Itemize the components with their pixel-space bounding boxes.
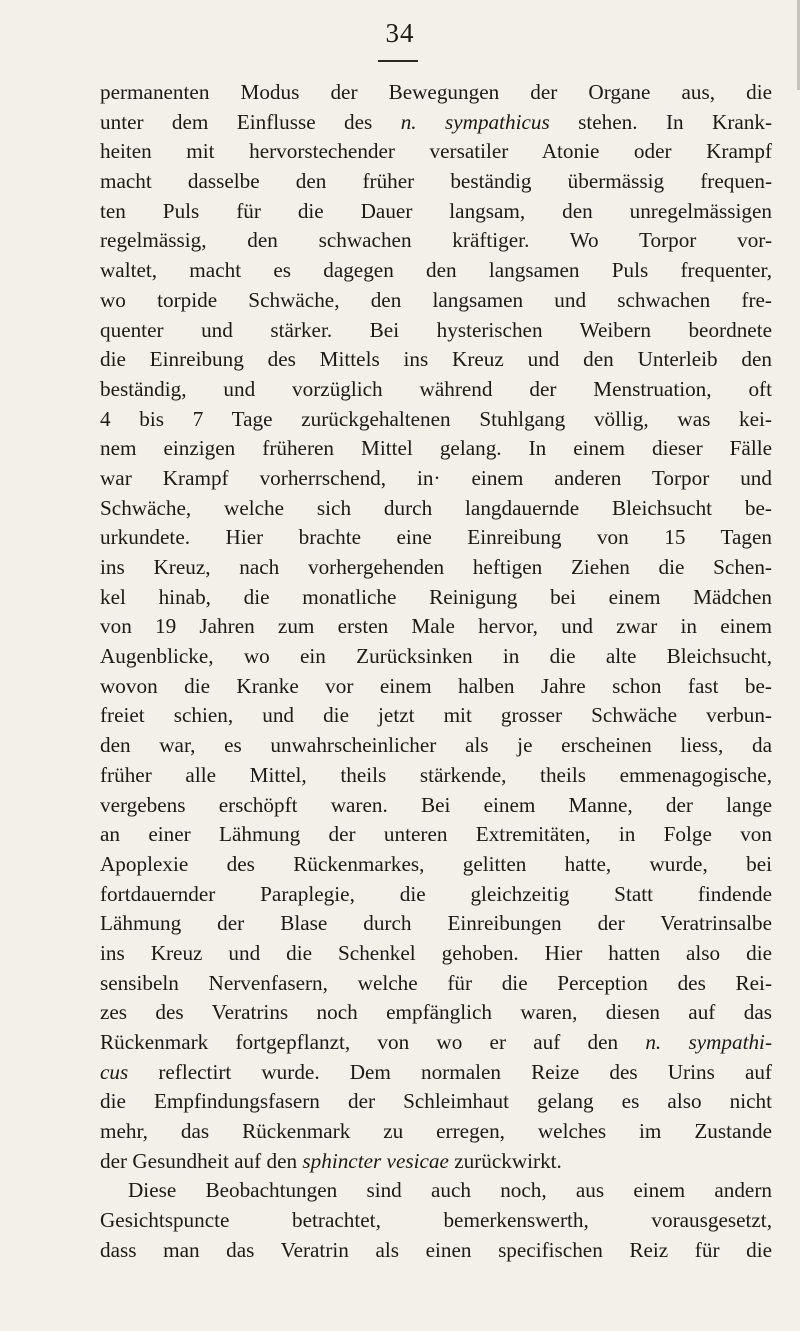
text-line xyxy=(100,167,772,197)
text-line xyxy=(100,939,772,969)
text-line xyxy=(100,701,772,731)
text-segment: Apoplexie des Rückenmarkes, gelitten hatte, wurde, bei xyxy=(100,851,772,876)
text-segment: 4 bis 7 Tage zurückgehaltenen Stuhlgang völlig, was kei- xyxy=(100,406,772,431)
text-line xyxy=(100,1176,772,1206)
text-segment: vergebens erschöpft waren. Bei einem Manne, der lange xyxy=(100,792,772,817)
text-line xyxy=(100,969,772,999)
text-line xyxy=(100,1206,772,1236)
text-line xyxy=(100,316,772,346)
italic-term: n. sympathi- xyxy=(645,1030,772,1054)
text-segment: der Gesundheit auf den xyxy=(100,1148,303,1173)
text-segment: waltet, macht es dagegen den langsamen Puls frequenter, xyxy=(100,258,772,283)
text-segment: war Krampf vorherrschend, in· einem anderen Torpor und xyxy=(100,465,772,490)
text-segment: mehr, das Rückenmark zu erregen, welches im Zustande xyxy=(100,1119,772,1144)
text-line xyxy=(100,197,772,227)
text-segment: urkundete. Hier brachte eine Einreibung von 15 Tagen xyxy=(100,525,772,550)
text-line xyxy=(100,434,772,464)
text-line xyxy=(100,672,772,702)
text-segment: permanenten Modus der Bewegungen der Organe aus, die xyxy=(100,80,772,104)
text-segment: wo torpide Schwäche, den langsamen und schwachen fre- xyxy=(100,287,772,312)
italic-term: n. sympathicus xyxy=(400,109,550,134)
text-segment: stehen. In Krank- xyxy=(549,109,772,134)
text-segment: Lähmung der Blase durch Einreibungen der Veratrinsalbe xyxy=(100,911,772,936)
text-segment: regelmässig, den schwachen kräftiger. Wo Torpor vor- xyxy=(100,228,772,253)
text-segment: zes des Veratrins noch empfänglich waren, diesen auf das xyxy=(100,1000,772,1025)
text-line xyxy=(100,1028,772,1058)
text-segment: zurückwirkt. xyxy=(448,1148,562,1173)
text-line xyxy=(100,405,772,435)
text-segment: beständig, und vorzüglich während der Menstruation, oft xyxy=(100,376,772,401)
text-segment: Gesichtspuncte betrachtet, bemerkenswerth, vorausgesetzt, xyxy=(100,1208,772,1233)
text-line xyxy=(100,78,772,108)
text-segment: von 19 Jahren zum ersten Male hervor, und zwar in einem xyxy=(100,614,772,639)
text-segment: an einer Lähmung der unteren Extremitäten, in Folge von xyxy=(100,822,772,847)
text-line xyxy=(100,1147,772,1177)
text-line xyxy=(100,345,772,375)
text-line xyxy=(100,1087,772,1117)
text-line xyxy=(100,880,772,910)
text-segment: Rückenmark fortgepflanzt, von wo er auf den xyxy=(100,1030,646,1054)
text-line xyxy=(100,583,772,613)
text-segment: quenter und stärker. Bei hysterischen Weibern beordnete xyxy=(100,317,772,342)
text-segment: dass man das Veratrin als einen specifischen Reiz für die xyxy=(100,1237,772,1262)
text-line xyxy=(100,761,772,791)
text-segment: wovon die Kranke vor einem halben Jahre schon fast be- xyxy=(100,673,772,698)
text-segment: fortdauernder Paraplegie, die gleichzeitig Statt findende xyxy=(100,881,772,906)
text-segment: freiet schien, und die jetzt mit grosser Schwäche verbun- xyxy=(100,703,772,728)
text-line xyxy=(100,1236,772,1266)
text-line xyxy=(100,226,772,256)
text-line xyxy=(100,850,772,880)
text-line xyxy=(100,1058,772,1088)
text-line xyxy=(100,494,772,524)
text-line xyxy=(100,820,772,850)
text-line xyxy=(100,375,772,405)
body-text xyxy=(100,78,772,1266)
text-segment: heiten mit hervorstechender versatiler Atonie oder Krampf xyxy=(100,139,772,164)
text-segment: kel hinab, die monatliche Reinigung bei einem Mädchen xyxy=(100,584,772,609)
text-segment: früher alle Mittel, theils stärkende, theils emmenagogische, xyxy=(100,762,772,787)
page-number-rule xyxy=(378,60,418,62)
text-segment: unter dem Einflusse des xyxy=(100,109,401,134)
text-line xyxy=(100,1117,772,1147)
text-segment: Diese Beobachtungen sind auch noch, aus einem andern xyxy=(128,1178,772,1203)
text-line xyxy=(100,464,772,494)
text-line xyxy=(100,137,772,167)
text-line xyxy=(100,612,772,642)
text-line xyxy=(100,523,772,553)
text-segment: Schwäche, welche sich durch langdauernde Bleichsucht be- xyxy=(100,495,772,520)
text-segment: nem einzigen früheren Mittel gelang. In einem dieser Fälle xyxy=(100,436,772,461)
text-segment: ins Kreuz und die Schenkel gehoben. Hier hatten also die xyxy=(100,940,772,965)
text-segment: Augenblicke, wo ein Zurücksinken in die alte Bleichsucht, xyxy=(100,644,772,669)
text-line xyxy=(100,553,772,583)
text-segment: ten Puls für die Dauer langsam, den unregelmässigen xyxy=(100,198,772,223)
page-number: 34 xyxy=(385,18,415,48)
text-line xyxy=(100,256,772,286)
text-segment: reflectirt wurde. Dem normalen Reize des Urins auf xyxy=(128,1059,772,1084)
text-segment: die Einreibung des Mittels ins Kreuz und den Unterleib den xyxy=(100,347,772,372)
italic-term: cus xyxy=(100,1059,129,1084)
text-line xyxy=(100,286,772,316)
text-segment: den war, es unwahrscheinlicher als je erscheinen liess, da xyxy=(100,733,772,758)
italic-term: sphincter vesicae xyxy=(302,1148,449,1173)
text-segment: ins Kreuz, nach vorhergehenden heftigen Ziehen die Schen- xyxy=(100,555,772,579)
text-line xyxy=(100,731,772,761)
text-segment: macht dasselbe den früher beständig übermässig frequen- xyxy=(100,169,772,194)
text-line xyxy=(100,642,772,672)
text-line xyxy=(100,909,772,939)
text-line xyxy=(100,108,772,138)
text-line xyxy=(100,998,772,1028)
text-segment: die Empfindungsfasern der Schleimhaut gelang es also nicht xyxy=(100,1089,772,1114)
text-segment: sensibeln Nervenfasern, welche für die Perception des Rei- xyxy=(100,970,772,995)
text-line xyxy=(100,791,772,821)
